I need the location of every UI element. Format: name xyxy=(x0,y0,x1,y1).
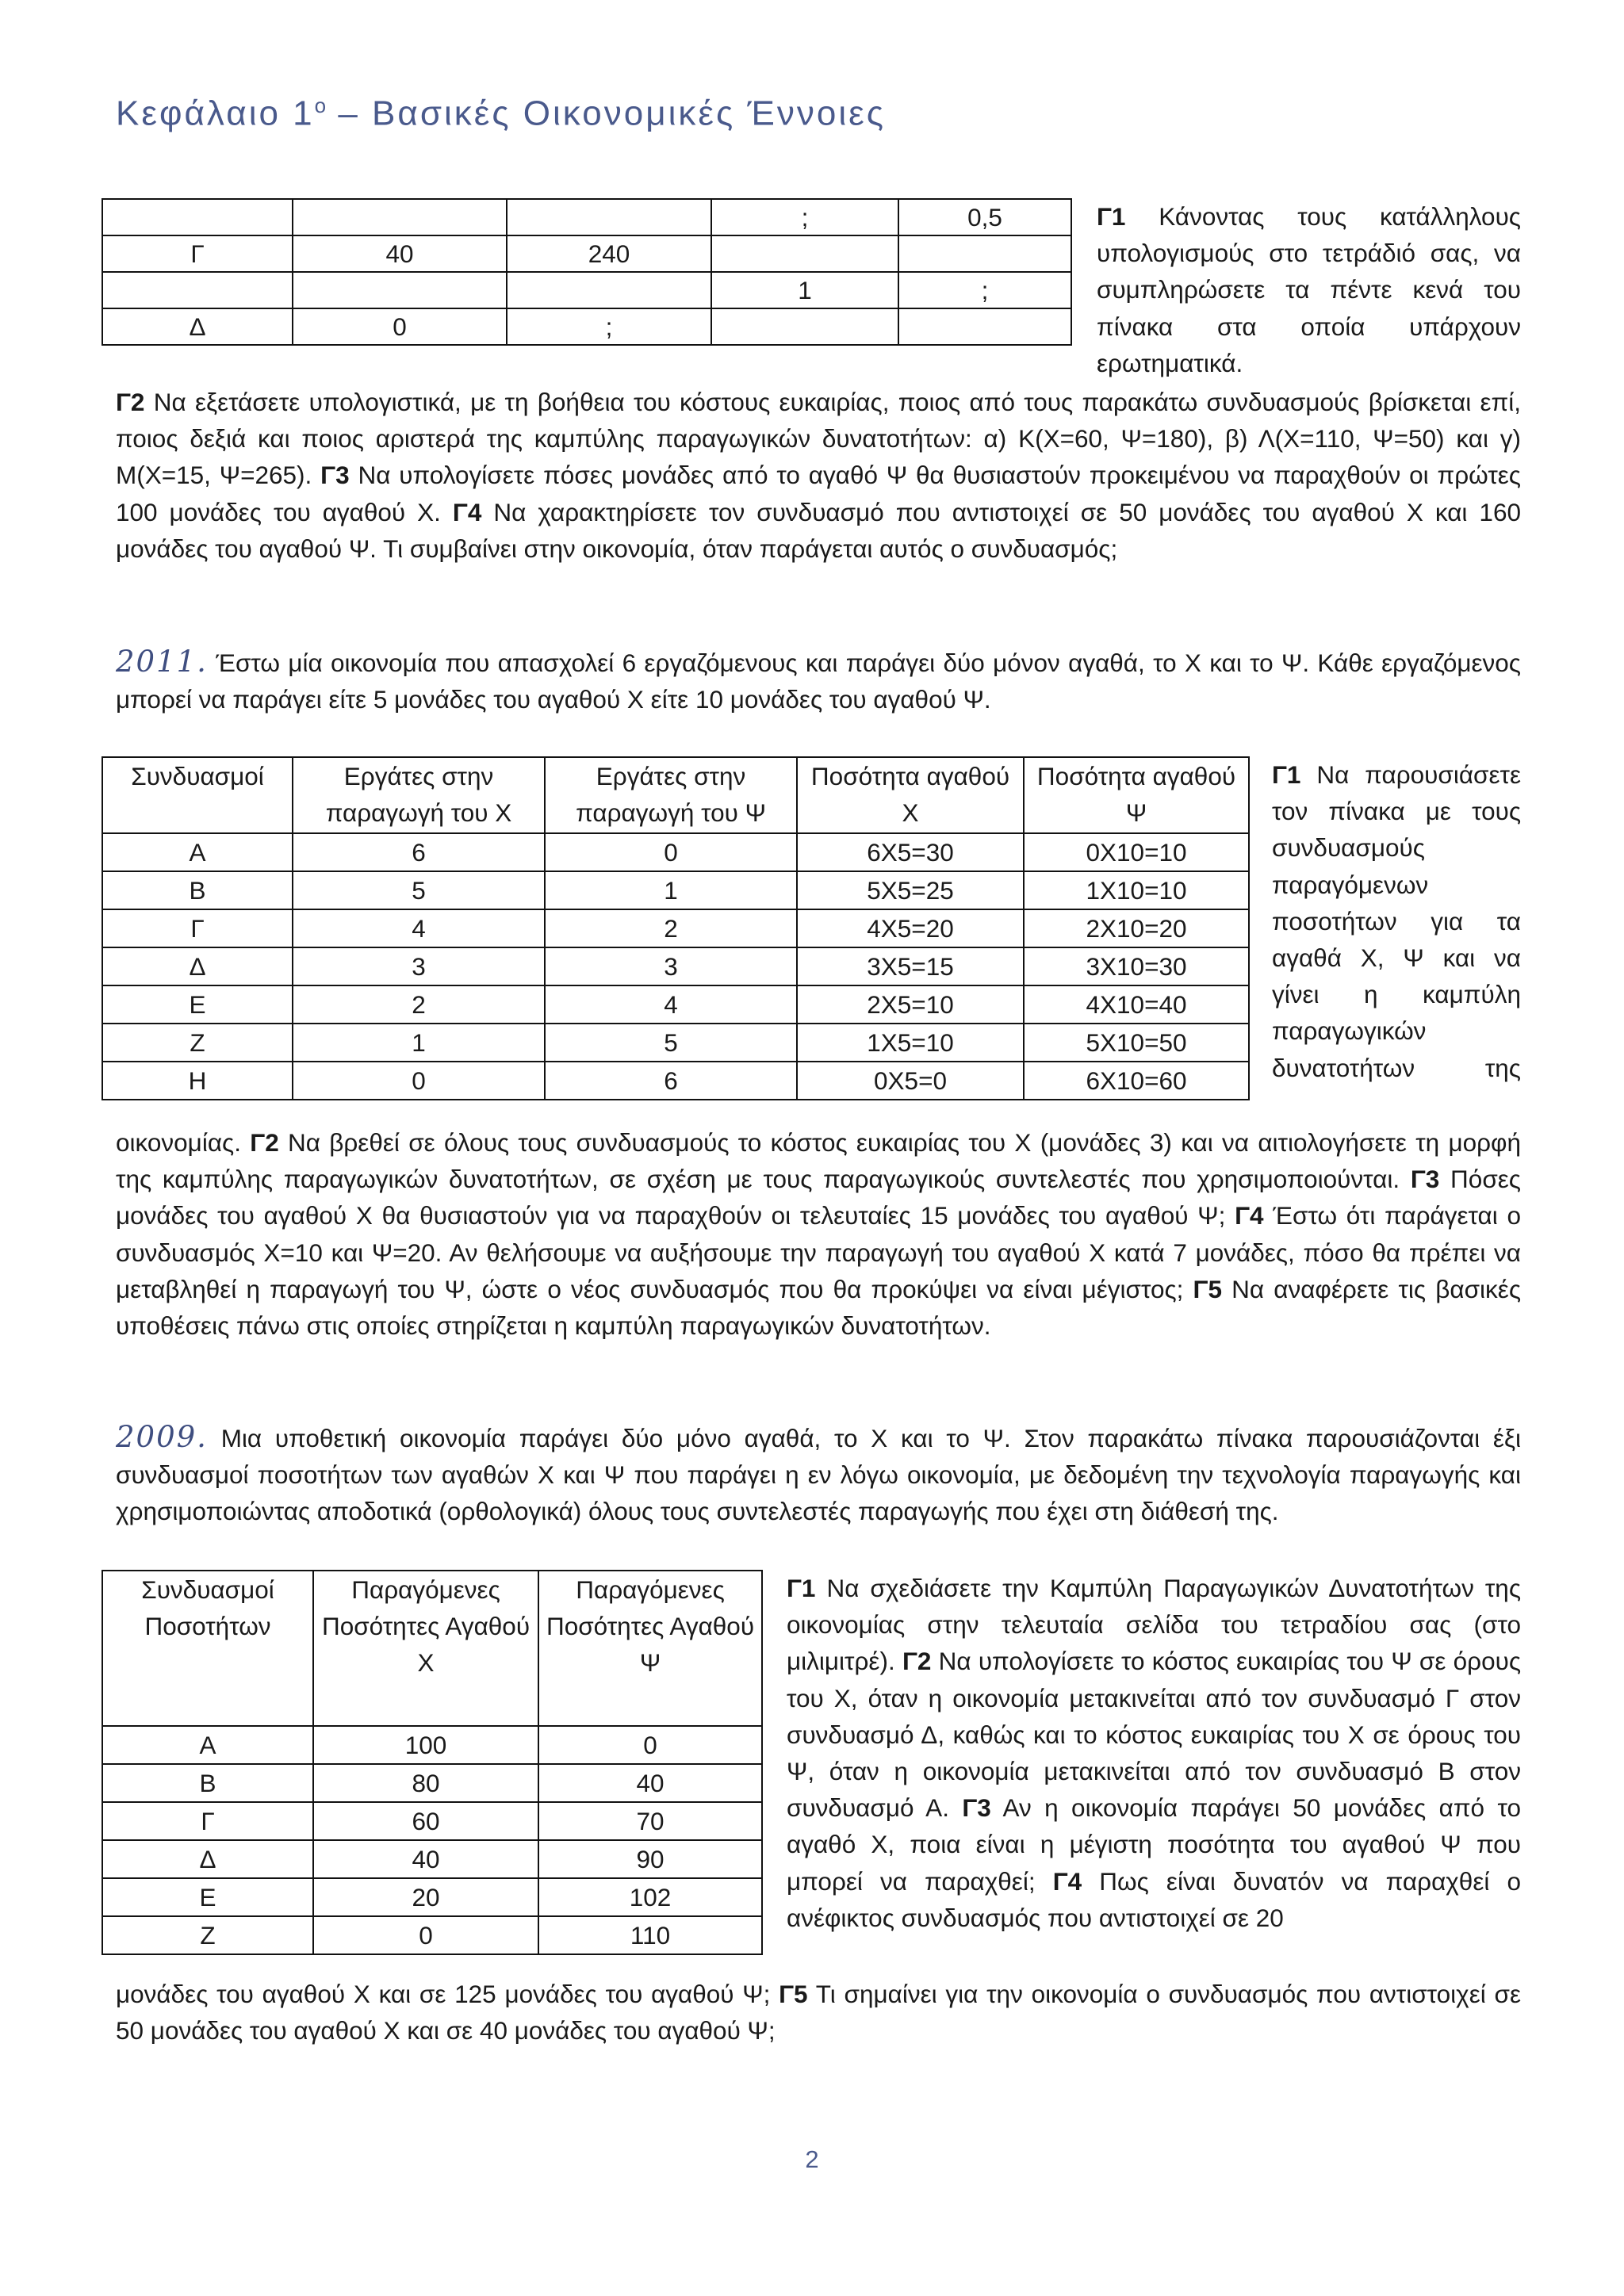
table-cell: Δ xyxy=(102,947,293,985)
table-header-cell: Συνδυασμοί xyxy=(102,757,293,833)
table-cell: 5 xyxy=(293,871,545,909)
table-cell xyxy=(507,272,711,308)
table-cell: 20 xyxy=(313,1878,538,1916)
table-cell: 3Χ5=15 xyxy=(797,947,1024,985)
table-cell: Ζ xyxy=(102,1024,293,1062)
page-number: 2 xyxy=(805,2145,819,2173)
table-cell: 3 xyxy=(293,947,545,985)
table-row xyxy=(102,1802,762,1840)
table-row xyxy=(102,909,1249,947)
table-cell: 110 xyxy=(538,1916,762,1954)
table-cell: 0,5 xyxy=(898,199,1071,235)
table-cell: 0 xyxy=(538,1726,762,1764)
table-cell: Ζ xyxy=(102,1916,313,1954)
table-cell: 1 xyxy=(711,272,898,308)
table-header-cell: Παραγόμενες Ποσότητες Αγαθού Ψ xyxy=(538,1571,762,1726)
table-header-cell: Συνδυασμοί Ποσοτήτων xyxy=(102,1571,313,1726)
table-cell: Γ xyxy=(102,909,293,947)
table-cell: 1 xyxy=(545,871,797,909)
table-cell: 0Χ10=10 xyxy=(1024,833,1249,871)
table-cell xyxy=(711,308,898,345)
table-cell: 0 xyxy=(545,833,797,871)
table-cell: 60 xyxy=(313,1802,538,1840)
table-header-cell: Ποσότητα αγαθού Χ xyxy=(797,757,1024,833)
table-cell: 4 xyxy=(545,985,797,1024)
table-cell: Δ xyxy=(102,1840,313,1878)
year-2011: 2011. xyxy=(116,645,208,679)
table-cell: Η xyxy=(102,1062,293,1100)
table-cell: Ε xyxy=(102,1878,313,1916)
table-cell: 40 xyxy=(313,1840,538,1878)
table-cell: 240 xyxy=(507,235,711,272)
table-cell: 6Χ5=30 xyxy=(797,833,1024,871)
table-row xyxy=(102,272,1071,308)
table-cell: 4 xyxy=(293,909,545,947)
table-cell: 0 xyxy=(313,1916,538,1954)
table-cell xyxy=(293,199,507,235)
table-cell xyxy=(293,272,507,308)
section-2011-questions: οικονομίας. Γ2 Να βρεθεί σε όλους τους συνδυασμούς το κόστος ευκαιρίας του Χ (μονάδες 3) και να αιτιολογήσετε τη μορφή της καμπύλης παραγωγικών δυνατοτήτων, σε σχέση με τους παραγωγικούς συντελεστές που χρησιμοποιούνται. Γ3 Πόσες μονάδες του αγαθού Χ θα θυσιαστούν για να παραχθούν οι τελευταίες 15 μονάδες του αγαθού Ψ; Γ4 Έστω ότι παράγεται ο συνδυασμός Χ=10 και Ψ=20. Αν θελήσουμε να αυξήσουμε την παραγωγή του αγαθού Χ κατά 7 μονάδες, πόσο θα πρέπει να μεταβληθεί η παραγωγή του Ψ, ώστε ο νέος συνδυασμός που θα προκύψει να είναι μέγιστος; Γ5 Να αναφέρετε τις βασικές υποθέσεις πάνω στις οποίες στηρίζεται η καμπύλη παραγωγικών δυνατοτήτων. xyxy=(116,1128,1522,1341)
table-cell: 70 xyxy=(538,1802,762,1840)
table-cell xyxy=(711,235,898,272)
year-2009: 2009. xyxy=(116,1420,208,1454)
table-cell: 3 xyxy=(545,947,797,985)
table-cell: 2 xyxy=(293,985,545,1024)
table-cell xyxy=(102,272,293,308)
chapter-header: Κεφάλαιο $1^o$ – Βασικές Οικονομικές Έννοιες xyxy=(116,94,886,133)
table-row xyxy=(102,1840,762,1878)
table-row xyxy=(102,1916,762,1954)
table-cell: 40 xyxy=(293,235,507,272)
table-header-cell: Εργάτες στην παραγωγή του Χ xyxy=(293,757,545,833)
table-cell: 2Χ5=10 xyxy=(797,985,1024,1024)
table-cell: 6 xyxy=(545,1062,797,1100)
table-cell xyxy=(898,308,1071,345)
table-row xyxy=(102,1878,762,1916)
table-cell: ; xyxy=(898,272,1071,308)
table-header-cell: Παραγόμενες Ποσότητες Αγαθού Χ xyxy=(313,1571,538,1726)
table-row xyxy=(102,199,1071,235)
table-cell: 80 xyxy=(313,1764,538,1802)
table-header-row xyxy=(102,757,1249,833)
section-2009-intro: 2009. Μια υποθετική οικονομία παράγει δύο μόνο αγαθά, το Χ και το Ψ. Στον παρακάτω πίνακα παρουσιάζονται έξι συνδυασμοί ποσοτήτων των αγαθών Χ και Ψ που παράγει η εν λόγω οικονομία, με δεδομένη την τεχνολογία παραγωγής και χρησιμοποιώντας αποδοτικά (ορθολογικά) όλους τους συντελεστές παραγωγής που έχει στη διάθεσή της. xyxy=(116,1420,1521,1526)
table-cell: 4Χ10=40 xyxy=(1024,985,1249,1024)
table-row xyxy=(102,1024,1249,1062)
table-cell: 6 xyxy=(293,833,545,871)
table-cell: Γ xyxy=(102,1802,313,1840)
table-cell: 1 xyxy=(293,1024,545,1062)
table-cell: 5 xyxy=(545,1024,797,1062)
table-cell xyxy=(507,199,711,235)
table-cell: Β xyxy=(102,871,293,909)
table-cell: 2 xyxy=(545,909,797,947)
table-cell: ; xyxy=(507,308,711,345)
table-2011 xyxy=(102,756,1250,1100)
table-row xyxy=(102,985,1249,1024)
table-cell: 0Χ5=0 xyxy=(797,1062,1024,1100)
table-cell: 5Χ5=25 xyxy=(797,871,1024,909)
table-cell: Δ xyxy=(102,308,293,345)
table-cell: 5Χ10=50 xyxy=(1024,1024,1249,1062)
table-cell: 40 xyxy=(538,1764,762,1802)
table-cell xyxy=(898,235,1071,272)
table-header-cell: Εργάτες στην παραγωγή του Ψ xyxy=(545,757,797,833)
table-header-row xyxy=(102,1571,762,1726)
table-header-cell: Ποσότητα αγαθού Ψ xyxy=(1024,757,1249,833)
table-row xyxy=(102,1062,1249,1100)
table-row xyxy=(102,1726,762,1764)
section-2009-questions-cont: μονάδες του αγαθού Χ και σε 125 μονάδες του αγαθού Ψ; Γ5 Τι σημαίνει για την οικονομία ο συνδυασμός που αντιστοιχεί σε 50 μονάδες του αγαθού Χ και σε 40 μονάδες του αγαθού Ψ; xyxy=(116,1980,1521,2045)
table-row xyxy=(102,871,1249,909)
table-cell: 4Χ5=20 xyxy=(797,909,1024,947)
table-cell: 90 xyxy=(538,1840,762,1878)
table-cell: 0 xyxy=(293,1062,545,1100)
table-2009 xyxy=(102,1570,763,1955)
table-row xyxy=(102,308,1071,345)
table-cell: Α xyxy=(102,1726,313,1764)
table-cell: 100 xyxy=(313,1726,538,1764)
table-row xyxy=(102,235,1071,272)
table-cell: Β xyxy=(102,1764,313,1802)
table-cell: Ε xyxy=(102,985,293,1024)
q1-paragraph: Γ2 Να εξετάσετε υπολογιστικά, με τη βοήθεια του κόστους ευκαιρίας, ποιος από τους παρακάτω συνδυασμούς βρίσκεται επί, ποιος δεξιά και ποιος αριστερά της καμπύλης παραγωγικών δυνατοτήτων: α) Κ(Χ=60, Ψ=180), β) Λ(Χ=110, Ψ=50) και γ) Μ(Χ=15, Ψ=265). Γ3 Να υπολογίσετε πόσες μονάδες από το αγαθό Ψ θα θυσιαστούν προκειμένου να παραχθούν οι πρώτες 100 μονάδες του αγαθού Χ. Γ4 Να χαρακτηρίσετε τον συνδυασμό που αντιστοιχεί σε 50 μονάδες του αγαθού Χ και 160 μονάδες του αγαθού Ψ. Τι συμβαίνει στην οικονομία, όταν παράγεται αυτός ο συνδυασμός; xyxy=(116,388,1521,563)
table-1 xyxy=(102,198,1072,346)
table-cell xyxy=(102,199,293,235)
table-cell: 1Χ5=10 xyxy=(797,1024,1024,1062)
table-cell: 3Χ10=30 xyxy=(1024,947,1249,985)
table-cell: Γ xyxy=(102,235,293,272)
table-cell: 2Χ10=20 xyxy=(1024,909,1249,947)
section-2011-intro: 2011. Έστω μία οικονομία που απασχολεί 6 εργαζόμενους και παράγει δύο μόνον αγαθά, το Χ και το Ψ. Κάθε εργαζόμενος μπορεί να παράγει είτε 5 μονάδες του αγαθού Χ είτε 10 μονάδες του αγαθού Ψ. xyxy=(116,645,1521,714)
table-row xyxy=(102,947,1249,985)
s2009-g1-text: Γ1 Να σχεδιάσετε την Καμπύλη Παραγωγικών Δυνατοτήτων της οικονομίας στην τελευταία σελίδα του τετραδίου σας (στο μιλιμιτρέ). Γ2 Να υπολογίσετε το κόστος ευκαιρίας του Ψ σε όρους του Χ, όταν η οικονομία μετακινείται από τον συνδυασμό Γ στον συνδυασμό Δ, καθώς και το κόστος ευκαιρίας του Χ σε όρους του Ψ, όταν η οικονομία μετακινείται από τον συνδυασμό Β στον συνδυασμό Α. Γ3 Αν η οικονομία παράγει 50 μονάδες από το αγαθό Χ, ποια είναι η μέγιστη ποσότητα του αγαθού Ψ που μπορεί να παραχθεί; Γ4 Πως είναι δυνατόν να παραχθεί ο ανέφικτος συνδυασμός που αντιστοιχεί σε 20 xyxy=(787,1574,1522,1932)
table-row xyxy=(102,833,1249,871)
q1-g1-text: Γ1 Κάνοντας τους κατάλληλους υπολογισμούς στο τετράδιό σας, να συμπληρώσετε τα πέντε κενά του πίνακα στα οποία υπάρχουν ερωτηματικά. xyxy=(1097,202,1521,377)
table-cell: 102 xyxy=(538,1878,762,1916)
table-cell: 1Χ10=10 xyxy=(1024,871,1249,909)
table-cell: 6Χ10=60 xyxy=(1024,1062,1249,1100)
table-cell: 0 xyxy=(293,308,507,345)
table-cell: Α xyxy=(102,833,293,871)
table-cell: ; xyxy=(711,199,898,235)
s2011-g1-text: Γ1 Να παρουσιάσετε τον πίνακα με τους συνδυασμούς παραγόμενων ποσοτήτων για τα αγαθά Χ, Ψ και να γίνει η καμπύλη παραγωγικών δυνατοτήτων της xyxy=(1272,760,1521,1082)
table-row xyxy=(102,1764,762,1802)
